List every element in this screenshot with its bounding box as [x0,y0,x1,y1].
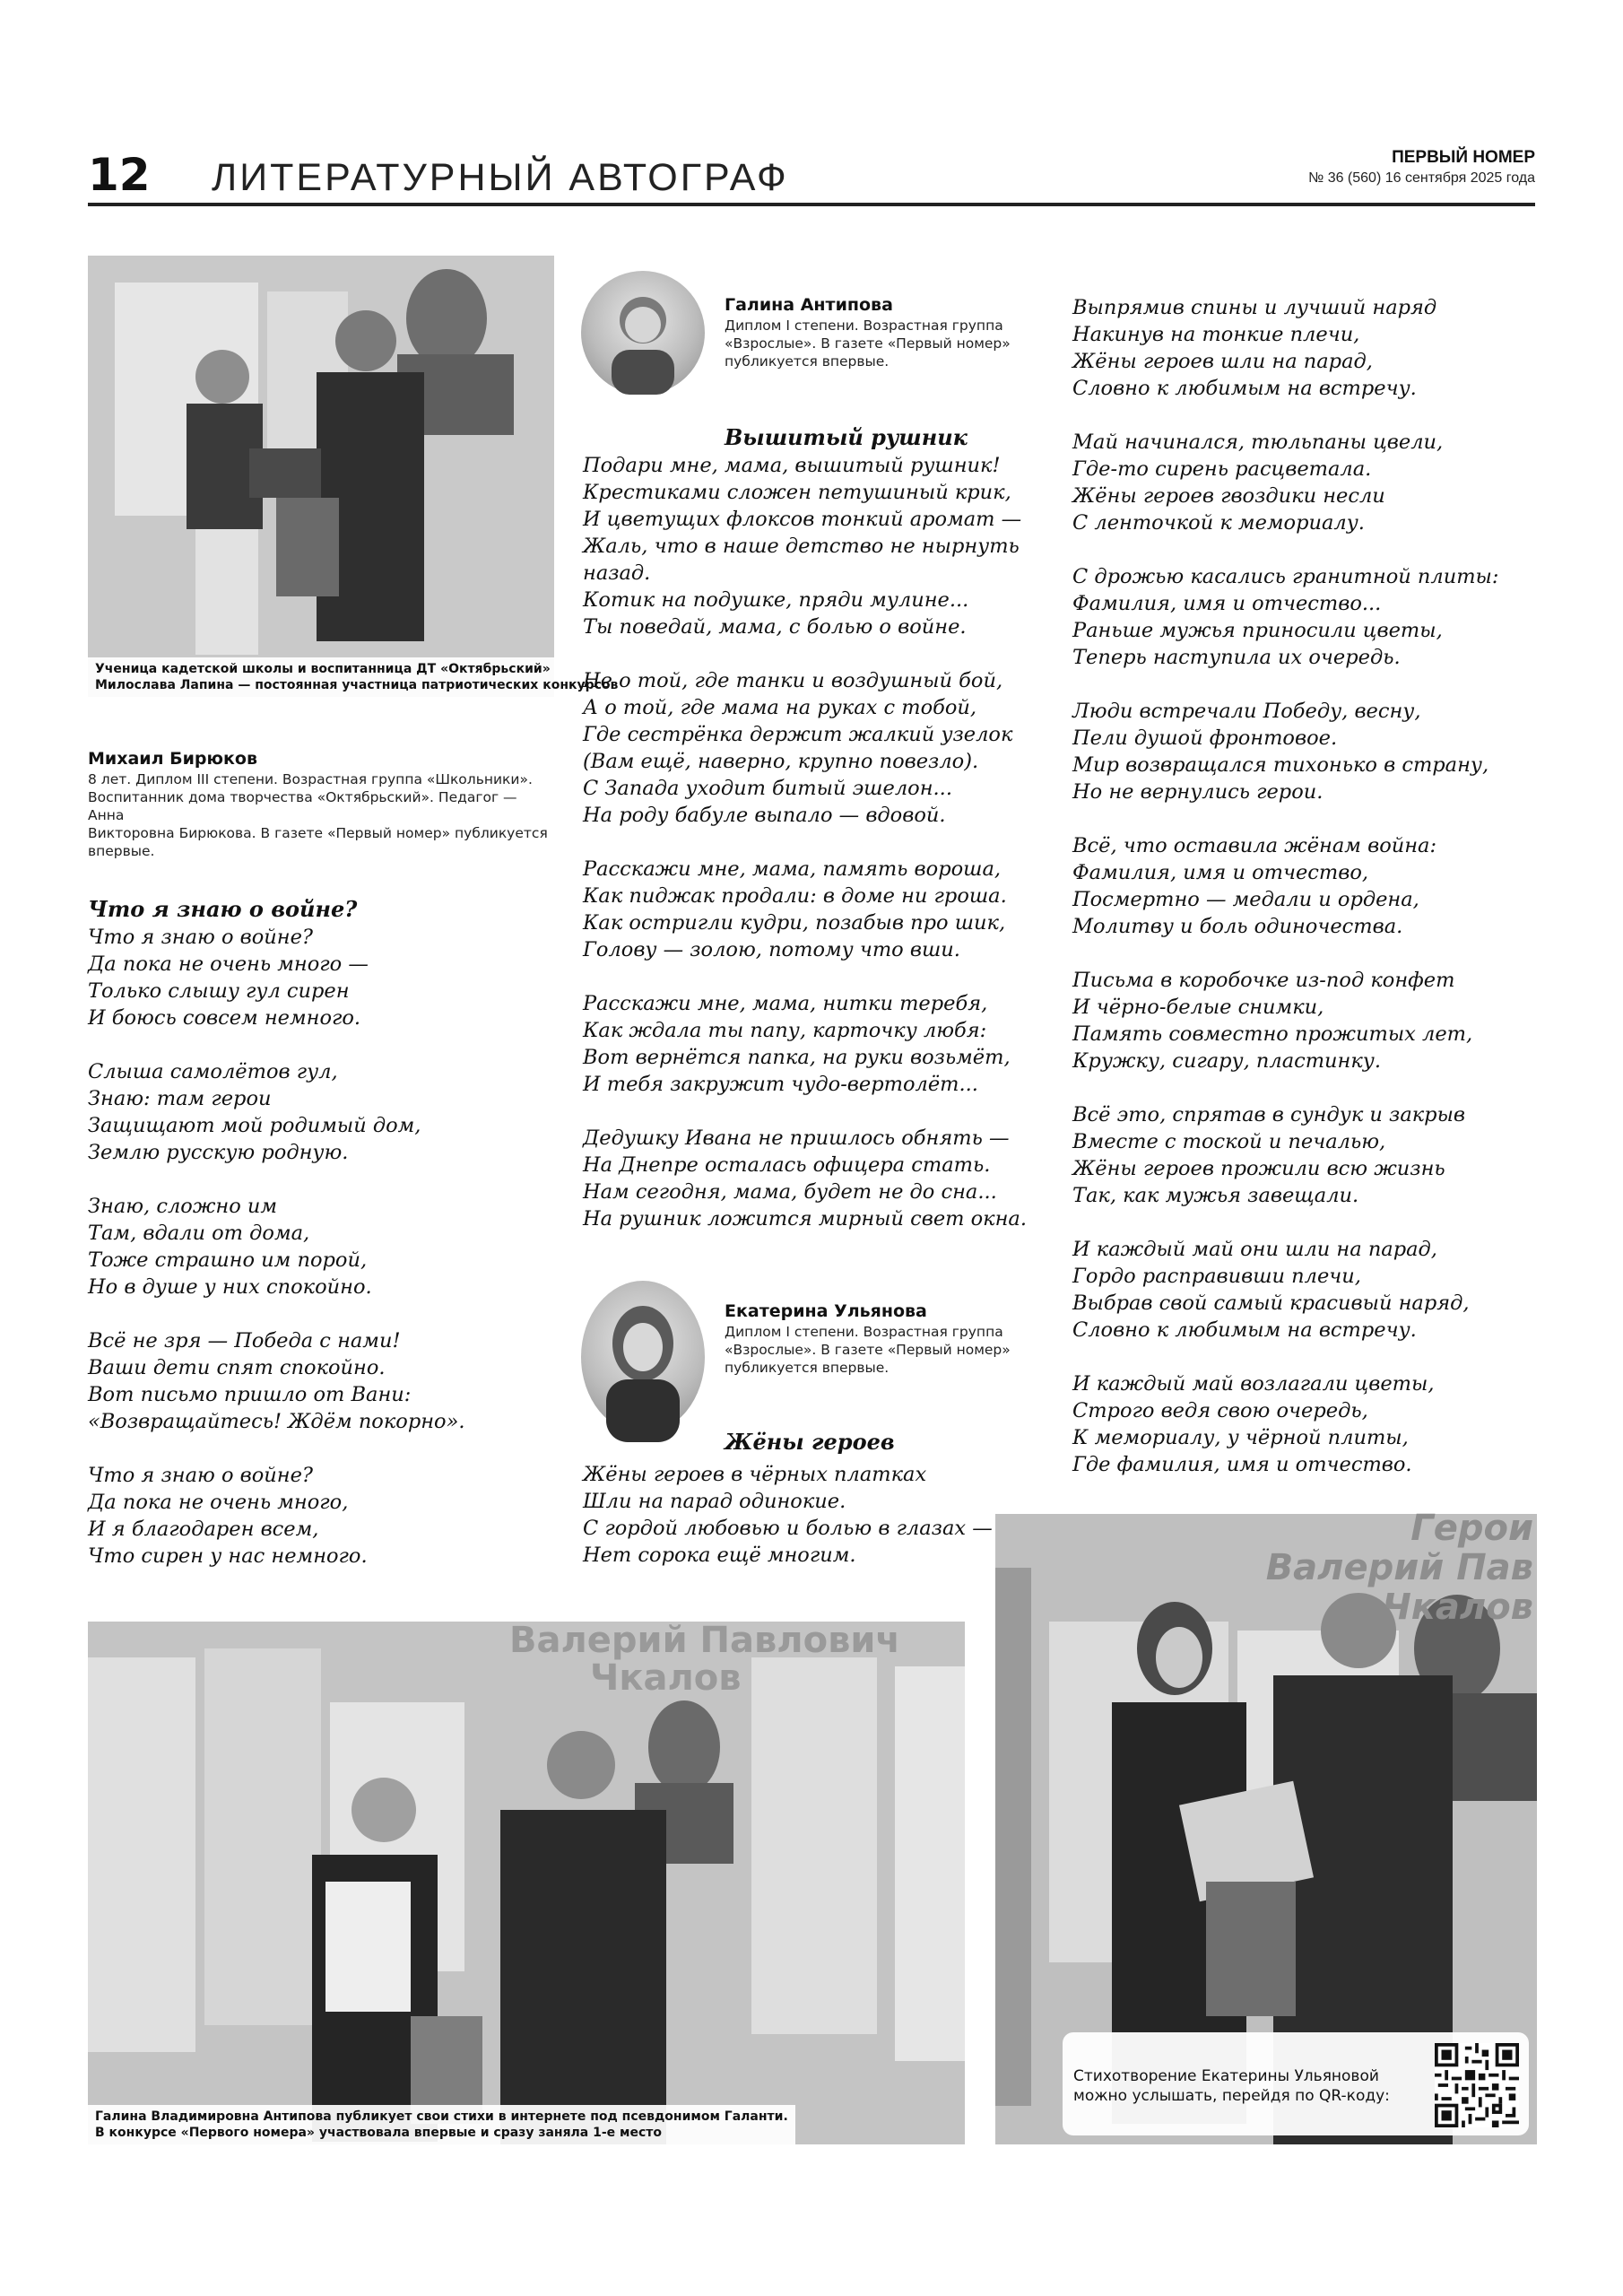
wall-inscription [1264,1509,1533,1627]
poem-line: Только слышу гул сирен [88,979,350,1003]
poem-line: Накинув на тонкие плечи, [1072,323,1360,346]
wall-inscription-line: Чкалов [590,1657,742,1699]
author-meta-line: Воспитанник дома творчества «Октябрьский». Педагог — Анна [88,789,517,823]
poem-ulyanova-continued [1072,294,1539,1505]
poem-stanza [1072,1101,1539,1209]
qr-panel [1063,2032,1529,2135]
author-ulyanova [725,1300,1011,1377]
poem-line: Всё это, спрятав в сундук и закрыв [1072,1103,1465,1126]
poem-line: Теперь наступила их очередь. [1072,646,1401,669]
poem-line: Знаю: там герои [88,1087,272,1110]
author-meta-line: Диплом I степени. Возрастная группа [725,1324,1003,1340]
poem-line: Всё не зря — Победа с нами! [88,1329,401,1352]
poem-line: Где-то сирень расцветала. [1072,457,1372,481]
author-name: Екатерина Ульянова [725,1301,927,1321]
wall-inscription-line: Валерий Пав [1265,1547,1533,1588]
poem-line: Память совместно прожитых лет, [1072,1022,1473,1046]
poem-stanza [1072,429,1539,536]
poem-line: Там, вдали от дома, [88,1222,310,1245]
poem-line: Тоже страшно им порой, [88,1248,368,1272]
poem-line: Гордо расправивши плечи, [1072,1265,1361,1288]
page-number: 12 [88,149,151,201]
author-meta-line: публикуется впервые. [725,353,890,370]
poem-stanza [1072,1370,1539,1478]
poem-line: И каждый май они шли на парад, [1072,1238,1437,1261]
poem-line: Фамилия, имя и отчество, [1072,861,1369,884]
poem-line: Где фамилия, имя и отчество. [1072,1453,1412,1476]
poem-line: Защищают мой родимый дом, [88,1114,421,1137]
caption-line: Галина Владимировна Антипова публикует свои стихи в интернете под псевдонимом Галанти. [95,2109,788,2124]
avatar-ulyanova-illustration [581,1281,705,1433]
qr-text [1073,2066,1390,2106]
issue-info: № 36 (560) 16 сентября 2025 года [1308,170,1535,186]
poem-line: Что сирен у нас немного. [88,1544,368,1568]
wall-inscription-line: Герои [1410,1508,1533,1549]
poem-line: С гордой любовью и болью в глазах — [583,1517,993,1540]
photo-award-student-illustration [88,256,554,697]
poem-antipova-title-wrap [725,423,994,452]
photo-antipova-award [88,1622,965,2144]
qr-code-icon[interactable] [1435,2043,1519,2127]
author-meta-line: Диплом I степени. Возрастная группа [725,317,1003,334]
poem-stanza [88,1462,554,1570]
author-antipova [725,294,1011,370]
qr-text-line: можно услышать, перейдя по QR-коду: [1073,2087,1390,2105]
poem-line: Расскажи мне, мама, нитки теребя, [583,992,988,1015]
poem-line: Словно к любимым на встречу. [1072,377,1417,400]
poem-line: На Днепре осталась офицера стать. [583,1153,991,1177]
photo-antipova-award-caption [88,2105,795,2144]
poem-line: Жёны героев гвоздики несли [1072,484,1385,508]
poem-line: Нет сорока ещё многим. [583,1544,856,1567]
poem-line: Жаль, что в наше детство не нырнуть [583,535,1020,558]
avatar-ulyanova [581,1281,705,1433]
photo-antipova-award-illustration [88,1622,965,2144]
poem-line: Словно к любимым на встречу. [1072,1318,1417,1342]
caption-line: Ученица кадетской школы и воспитанница ДТ «Октябрьский» [95,662,551,676]
photo-award-student-caption [88,657,625,697]
poem-line: Вот вернётся папка, на руки возьмёт, [583,1046,1011,1069]
poem-line: Дедушку Ивана не пришлось обнять — [583,1126,1010,1150]
avatar-antipova [581,271,705,395]
poem-line: Нам сегодня, мама, будет не до сна... [583,1180,997,1204]
poem-line: Да пока не очень много — [88,952,369,976]
poem-line: С ленточкой к мемориалу. [1072,511,1365,535]
poem-line: Где сестрёнка держит жалкий узелок [583,723,1013,746]
poem-line: Так, как мужья завещали. [1072,1184,1359,1207]
poem-line: На роду бабуле выпало — вдовой. [583,804,946,827]
author-meta [725,317,1011,370]
poem-line: Но не вернулись герои. [1072,780,1324,804]
author-meta-line: впервые. [88,843,155,859]
poem-line: Ты поведай, мама, с болью о войне. [583,615,967,639]
poem-line: Кружку, сигару, пластинку. [1072,1049,1381,1073]
poem-stanza [583,667,1013,829]
poem-line: «Возвращайтесь! Ждём покорно». [88,1410,465,1433]
poem-line: Но в душе у них спокойно. [88,1275,372,1299]
poem-line: Люди встречали Победу, весну, [1072,700,1421,723]
poem-line: Выпрямив спины и лучший наряд [1072,296,1437,319]
poem-line: Голову — золою, потому что вши. [583,938,960,961]
author-meta-line: Викторовна Бирюкова. В газете «Первый номер» публикуется [88,825,548,841]
poem-line: Как ждала ты папу, карточку любя: [583,1019,987,1042]
poem-line: (Вам ещё, наверно, крупно повезло). [583,750,979,773]
header-rule [88,203,1535,206]
poem-line: Всё, что оставила жёнам война: [1072,834,1437,857]
poem-line: Посмертно — медали и ордена, [1072,888,1419,911]
poem-line: Слыша самолётов гул, [88,1060,338,1083]
poem-antipova [583,452,1027,1259]
poem-line: А о той, где мама на руках с тобой, [583,696,977,719]
poem-line: Крестиками сложен петушиный крик, [583,481,1011,504]
photo-ulyanova-award [995,1508,1537,2144]
poem-line: Вместе с тоской и печалью, [1072,1130,1386,1153]
caption-line: Милослава Лапина — постоянная участница патриотических конкурсов [95,678,619,692]
poem-title: Вышитый рушник [725,424,968,450]
poem-line: Пели душой фронтовое. [1072,726,1338,750]
poem-line: Знаю, сложно им [88,1195,278,1218]
author-name: Галина Антипова [725,295,893,315]
poem-stanza [583,452,1022,640]
poem-line: Ваши дети спят спокойно. [88,1356,386,1379]
poem-line: Подари мне, мама, вышитый рушник! [583,454,1001,477]
poem-line: Май начинался, тюльпаны цвели, [1072,430,1444,454]
poem-line: На рушник ложится мирный свет окна. [583,1207,1027,1231]
author-meta [725,1323,1011,1377]
caption-line: В конкурсе «Первого номера» участвовала впервые и сразу заняла 1-е место [95,2126,663,2140]
poem-line: Жёны героев в чёрных платках [583,1463,927,1486]
poem-line: Выбрав свой самый красивый наряд, [1072,1292,1470,1315]
author-meta-line: «Взрослые». В газете «Первый номер» [725,335,1011,352]
poem-line: Котик на подушке, пряди мулине... [583,588,969,612]
paper-name: ПЕРВЫЙ НОМЕР [1392,148,1535,167]
poem-line: И боюсь совсем немного. [88,1006,361,1030]
poem-stanza [1072,698,1539,805]
poem-line: Вот письмо пришло от Вани: [88,1383,412,1406]
poem-body [88,924,554,1570]
poem-line: И я благодарен всем, [88,1518,319,1541]
poem-stanza [1072,563,1539,671]
poem-line: И чёрно-белые снимки, [1072,996,1324,1019]
poem-stanza [88,1058,554,1166]
poem-line: И тебя закружит чудо-вертолёт... [583,1073,978,1096]
poem-birukov [88,895,554,1596]
poem-line: С Запада уходит битый эшелон... [583,777,952,800]
poem-title: Жёны героев [725,1429,895,1455]
poem-line: Что я знаю о войне? [88,926,313,949]
poem-line: Письма в коробочке из-под конфет [1072,969,1455,992]
poem-stanza [1072,832,1539,940]
poem-stanza [1072,294,1539,402]
author-meta [88,770,554,860]
poem-line: Землю русскую родную. [88,1141,349,1164]
wall-inscription-line: Чкалов [1382,1587,1533,1628]
poem-line: Жёны героев шли на парад, [1072,350,1373,373]
poem-line: Строго ведя свою очередь, [1072,1399,1368,1422]
poem-stanza [583,856,1007,963]
avatar-antipova-illustration [581,271,705,395]
author-meta-line: публикуется впервые. [725,1360,890,1376]
poem-line: К мемориалу, у чёрной плиты, [1072,1426,1409,1449]
poem-line: Как остригли кудри, позабыв про шик, [583,911,1006,935]
poem-ulyanova-title-wrap [725,1428,994,1457]
poem-stanza [88,1193,554,1300]
poem-line: Молитву и боль одиночества. [1072,915,1403,938]
poem-line: Мир возвращался тихонько в страну, [1072,753,1489,777]
poem-stanza [1072,967,1539,1074]
author-meta-line: «Взрослые». В газете «Первый номер» [725,1342,1011,1358]
poem-stanza [583,990,1011,1098]
poem-line: И каждый май возлагали цветы, [1072,1372,1435,1396]
poem-line: Раньше мужья приносили цветы, [1072,619,1443,642]
poem-stanza [88,924,554,1031]
author-meta-line: 8 лет. Диплом III степени. Возрастная группа «Школьники». [88,771,533,787]
qr-text-line: Стихотворение Екатерины Ульяновой [1073,2067,1379,2085]
poem-line: И цветущих флоксов тонкий аромат — [583,508,1022,531]
wall-inscription-line: Валерий Павлович [509,1620,900,1661]
poem-line: Фамилия, имя и отчество... [1072,592,1382,615]
masthead [1308,148,1535,189]
poem-line: Что я знаю о войне? [88,1464,313,1487]
author-name: Михаил Бирюков [88,749,257,769]
poem-stanza [1072,1236,1539,1344]
poem-title: Что я знаю о войне? [88,896,358,922]
poem-line: Как пиджак продали: в доме ни гроша. [583,884,1007,908]
poem-line: назад. [583,561,651,585]
poem-line: Не о той, где танки и воздушный бой, [583,669,1003,692]
poem-ulyanova-start [583,1461,995,1569]
author-birukov [88,748,554,860]
wall-inscription [509,1622,900,1697]
poem-line: Жёны героев прожили всю жизнь [1072,1157,1445,1180]
poem-line: Шли на парад одинокие. [583,1490,846,1513]
poem-line: С дрожью касались гранитной плиты: [1072,565,1499,588]
poem-line: Да пока не очень много, [88,1491,349,1514]
poem-stanza [88,1327,554,1435]
poem-stanza [583,1125,1027,1232]
poem-line: Расскажи мне, мама, память вороша, [583,857,1002,881]
section-title: ЛИТЕРАТУРНЫЙ АВТОГРАФ [212,156,789,199]
